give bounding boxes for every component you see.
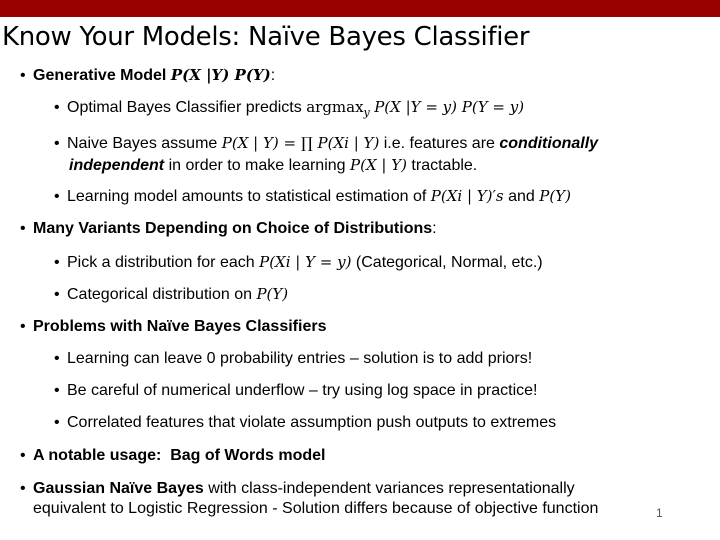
bullet-zero-probability: • Learning can leave 0 probability entries – solution is to add priors! bbox=[54, 350, 533, 367]
bullet-icon: • bbox=[54, 286, 60, 303]
math-expression: P(Y) bbox=[256, 285, 289, 303]
slide-title: Know Your Models: Naïve Bayes Classifier bbox=[2, 22, 530, 52]
bullet-icon: • bbox=[54, 188, 60, 205]
bullet-label: Generative Model bbox=[33, 67, 167, 84]
math-expression: P(X | Y) = ∏ P(Xi | Y) bbox=[221, 134, 380, 152]
bullet-pick-distribution: • Pick a distribution for each P(Xi | Y = y) (Categorical, Normal, etc.) bbox=[54, 253, 543, 271]
bullet-numerical-underflow: • Be careful of numerical underflow – try using log space in practice! bbox=[54, 382, 538, 399]
bullet-icon: • bbox=[54, 414, 60, 431]
bullet-categorical-distribution: • Categorical distribution on P(Y) bbox=[54, 285, 289, 303]
bullet-icon: • bbox=[54, 350, 60, 367]
emphasis-text: independent bbox=[69, 157, 165, 174]
bullet-label: Problems with Naïve Bayes Classifiers bbox=[33, 318, 327, 335]
bullet-icon: • bbox=[54, 99, 60, 116]
bullet-icon: • bbox=[20, 447, 26, 464]
bullet-learning-model: • Learning model amounts to statistical estimation of P(Xi | Y)′s and P(Y) bbox=[54, 187, 571, 205]
bullet-label: A notable usage: bbox=[33, 447, 162, 464]
bullet-icon: • bbox=[20, 220, 26, 237]
emphasis-text: conditionally bbox=[499, 135, 599, 152]
bullet-naive-bayes-assume-cont: independent in order to make learning P(X | Y) tractable. bbox=[69, 156, 478, 174]
bullet-label: Many Variants Depending on Choice of Distributions bbox=[33, 220, 433, 237]
bullet-gaussian-naive-bayes-cont: equivalent to Logistic Regression - Solution differs because of objective function bbox=[33, 500, 599, 517]
bullet-icon: • bbox=[20, 318, 26, 335]
bullet-icon: • bbox=[20, 67, 26, 84]
page-number: 1 bbox=[656, 506, 663, 520]
bullet-icon: • bbox=[20, 480, 26, 497]
bullet-problems bbox=[20, 317, 326, 337]
bullet-optimal-bayes: • Optimal Bayes Classifier predicts argmax$_y$ P(X |Y = y) P(Y = y) bbox=[54, 98, 525, 119]
bullet-icon: • bbox=[54, 254, 60, 271]
argmax-operator: argmax$_y$ bbox=[306, 98, 370, 119]
bullet-label: Gaussian Naïve Bayes bbox=[33, 480, 204, 497]
math-expression: P(Xi | Y = y) bbox=[259, 253, 352, 271]
bullet-generative-model: • Generative Model P(X |Y) P(Y): bbox=[20, 66, 276, 84]
math-expression: P(X | Y) bbox=[350, 156, 407, 174]
bullet-many-variants: • Many Variants Depending on Choice of Distributions: bbox=[20, 220, 437, 237]
bullet-correlated-features: • Correlated features that violate assumption push outputs to extremes bbox=[54, 414, 557, 431]
bullet-value: Bag of Words model bbox=[170, 447, 326, 464]
bullet-gaussian-naive-bayes: • Gaussian Naïve Bayes with class-independent variances representationally bbox=[20, 480, 575, 497]
math-expression: P(Y) bbox=[539, 187, 571, 205]
bullet-naive-bayes-assume: • Naive Bayes assume P(X | Y) = ∏ P(Xi | Y) i.e. features are conditionally bbox=[54, 134, 599, 152]
math-expression: P(Xi | Y)′s bbox=[430, 187, 504, 205]
math-expression: P(X |Y) P(Y) bbox=[170, 66, 271, 84]
bullet-icon: • bbox=[54, 382, 60, 399]
bullet-icon: • bbox=[54, 135, 60, 152]
bullet-notable-usage bbox=[20, 446, 325, 466]
math-expression: P(X |Y = y) P(Y = y) bbox=[374, 98, 525, 116]
